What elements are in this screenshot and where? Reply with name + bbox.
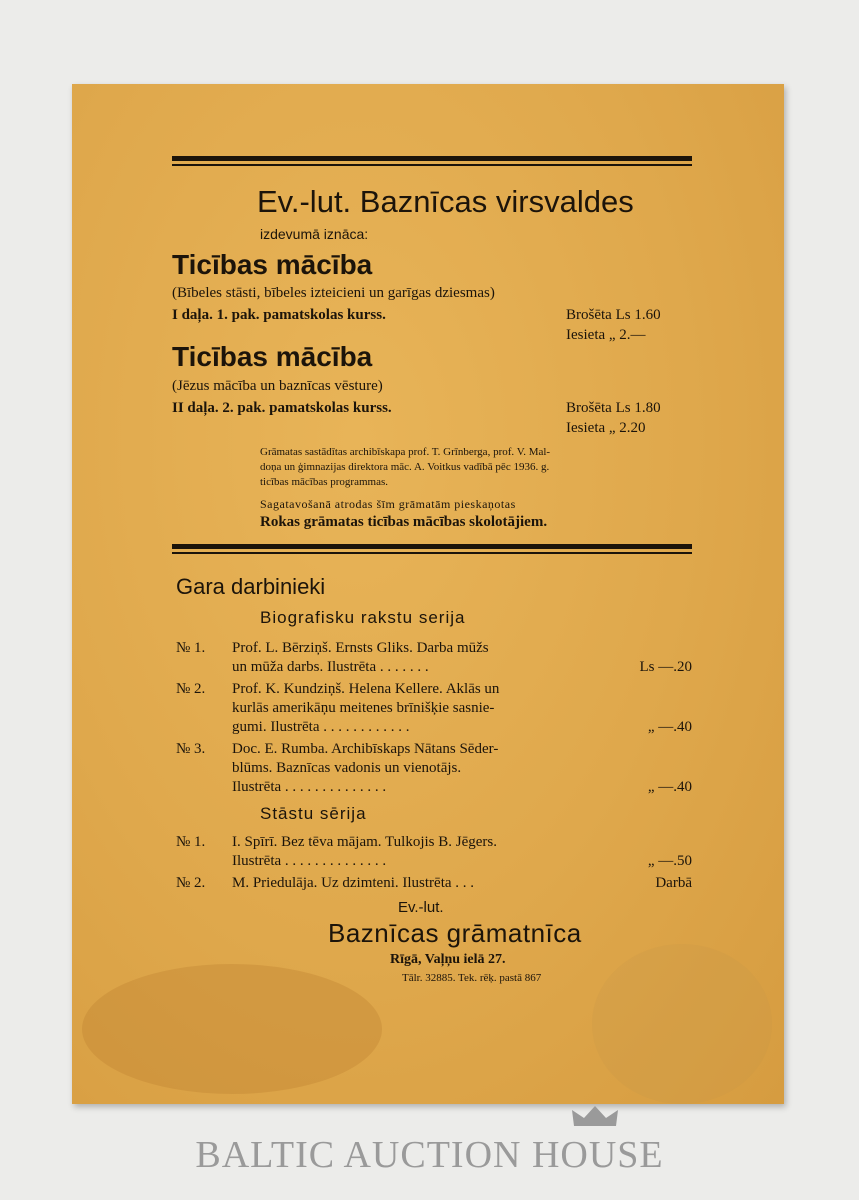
- book2-part: II daļa. 2. pak. pamatskolas kurss.: [172, 400, 392, 416]
- book-back-cover: [72, 84, 784, 1104]
- crown-icon: [570, 1104, 620, 1130]
- story-series-title: Stāstu sērija: [260, 804, 367, 823]
- stain: [592, 944, 772, 1104]
- bio-price: Ls —.20: [639, 659, 692, 675]
- publisher-subtitle: izdevumā iznāca:: [260, 226, 369, 242]
- story-line: M. Priedulāja. Uz dzimteni. Ilustrēta . . .: [232, 875, 475, 891]
- story-number: № 2.: [176, 875, 206, 891]
- publisher-heading: Ev.-lut. Baznīcas virsvaldes: [257, 184, 634, 219]
- bio-line: un mūža darbs. Ilustrēta . . . . . . .: [232, 659, 429, 675]
- top-rule: [172, 156, 692, 166]
- address: Rīgā, Vaļņu ielā 27.: [390, 952, 506, 967]
- bio-line: gumi. Ilustrēta . . . . . . . . . . . .: [232, 719, 410, 735]
- story-line: I. Spīrī. Bez tēva mājam. Tulkojis B. Jēgers.: [232, 834, 497, 850]
- watermark-text: BALTIC AUCTION HOUSE: [195, 1134, 664, 1176]
- story-line: Ilustrēta . . . . . . . . . . . . . .: [232, 853, 387, 869]
- bio-series-title: Biografisku rakstu serija: [260, 608, 466, 627]
- book1-part: I daļa. 1. pak. pamatskolas kurss.: [172, 307, 386, 323]
- note-line: ticības mācības programmas.: [260, 476, 388, 488]
- note-line: Grāmatas sastādītas archibīskapa prof. T. Grīnberga, prof. V. Mal-: [260, 446, 551, 458]
- stain: [82, 964, 382, 1094]
- bookstore-name: Baznīcas grāmatnīca: [328, 918, 582, 948]
- prep-text: Sagatavošanā atrodas šīm grāmatām pieskaņotas: [260, 497, 516, 511]
- book1-price-brochure: Brošēta Ls 1.60: [566, 307, 661, 323]
- bio-number: № 1.: [176, 640, 206, 656]
- footer-line1: Ev.-lut.: [398, 899, 444, 916]
- story-price: Darbā: [655, 875, 692, 891]
- story-price: „ —.50: [647, 853, 692, 869]
- book1-desc: (Bībeles stāsti, bībeles izteicieni un garīgas dziesmas): [172, 285, 495, 301]
- bio-line: Prof. L. Bērziņš. Ernsts Gliks. Darba mūžs: [232, 640, 489, 656]
- phone: Tālr. 32885. Tek. rēķ. pastā 867: [402, 972, 542, 984]
- bio-line: Prof. K. Kundziņš. Helena Kellere. Aklās un: [232, 681, 500, 697]
- bio-number: № 3.: [176, 741, 206, 757]
- middle-rule: [172, 544, 692, 554]
- book2-title: Ticības mācība: [172, 341, 373, 372]
- book1-price-bound: Iesieta „ 2.—: [566, 327, 646, 343]
- series-title: Gara darbinieki: [176, 574, 326, 599]
- note-line: doņa un ģimnazijas direktora māc. A. Voitkus vadībā pēc 1936. g.: [260, 461, 550, 473]
- bio-price: „ —.40: [647, 719, 692, 735]
- bio-number: № 2.: [176, 681, 206, 697]
- handbook-title: Rokas grāmatas ticības mācības skolotājiem.: [260, 514, 548, 530]
- book2-desc: (Jēzus mācība un baznīcas vēsture): [172, 378, 383, 394]
- book1-title: Ticības mācība: [172, 249, 373, 280]
- book2-price-bound: Iesieta „ 2.20: [566, 420, 646, 436]
- book2-price-brochure: Brošēta Ls 1.80: [566, 400, 661, 416]
- bio-line: Doc. E. Rumba. Archibīskaps Nātans Sēder-: [232, 741, 499, 757]
- bio-line: Ilustrēta . . . . . . . . . . . . . .: [232, 779, 387, 795]
- story-number: № 1.: [176, 834, 206, 850]
- bio-line: blūms. Baznīcas vadonis un vienotājs.: [232, 760, 462, 776]
- bio-line: kurlās amerikāņu meitenes brīnišķie sasnie-: [232, 700, 495, 716]
- bio-price: „ —.40: [647, 779, 692, 795]
